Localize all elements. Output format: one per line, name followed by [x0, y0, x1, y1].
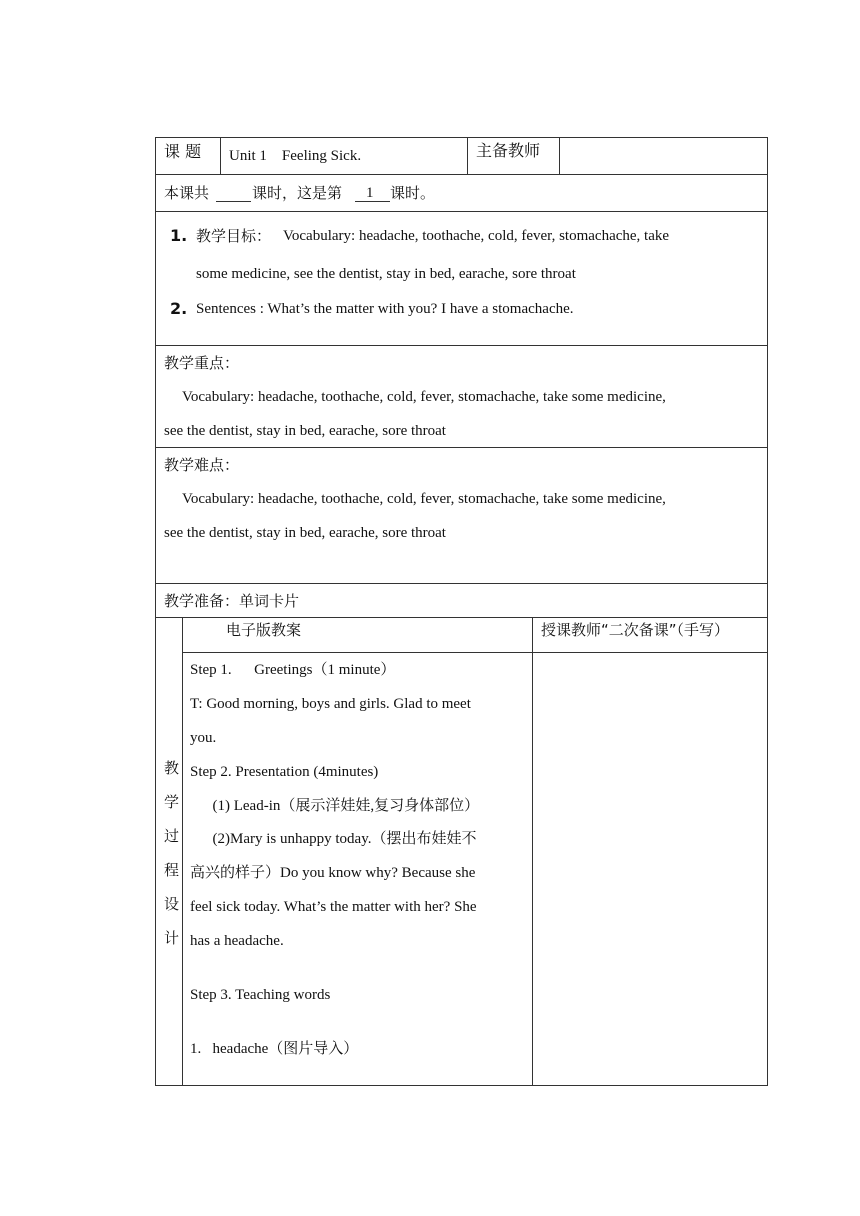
process-line: feel sick today. What’s the matter with her? She [190, 899, 477, 915]
process-line: Step 1. Greetings（1 minute） [190, 662, 396, 678]
row-divider [182, 652, 768, 653]
process-line: 1. headache（图片导入） [190, 1041, 359, 1057]
key-points-line1: Vocabulary: headache, toothache, cold, fever, stomachache, take some medicine, [182, 389, 666, 405]
process-line: Step 3. Teaching words [190, 987, 331, 1003]
process-side-label-char: 教 [164, 759, 180, 777]
process-line: T: Good morning, boys and girls. Glad to meet [190, 696, 471, 712]
topic-label: 课 题 [164, 142, 202, 161]
process-side-label-char: 程 [164, 861, 180, 879]
row-divider [155, 617, 768, 618]
process-line: 高兴的样子）Do you know why? Because she [190, 865, 476, 881]
second-prep-header: 授课教师“二次备课”（手写） [541, 621, 730, 639]
objective-1-line1: Vocabulary: headache, toothache, cold, fever, stomachache, take [283, 228, 670, 244]
electronic-plan-header: 电子版教案 [226, 621, 302, 639]
process-line: (2)Mary is unhappy today.（摆出布娃娃不 [190, 831, 477, 847]
preparation-text: 教学准备：单词卡片 [164, 592, 300, 610]
col-divider [532, 617, 533, 1086]
lesson-count-middle: 课时，这是第 [252, 184, 343, 202]
row-divider [155, 211, 768, 212]
objective-2-text: Sentences : What’s the matter with you? I have a stomachache. [196, 301, 574, 317]
process-line: Step 2. Presentation (4minutes) [190, 764, 379, 780]
process-line: you. [190, 730, 217, 746]
row-divider [155, 345, 768, 346]
difficult-points-line2: see the dentist, stay in bed, earache, sore throat [164, 525, 446, 541]
lesson-current: 1 [366, 185, 374, 201]
process-line: has a headache. [190, 933, 284, 949]
teacher-label: 主备教师 [476, 141, 541, 160]
objective-1-line2: some medicine, see the dentist, stay in bed, earache, sore throat [196, 266, 576, 282]
col-divider [467, 137, 468, 174]
row-divider [155, 447, 768, 448]
process-side-label-char: 设 [164, 895, 180, 913]
objective-1-label: 教学目标： [196, 227, 272, 245]
lesson-count-suffix: 课时。 [390, 184, 436, 202]
col-divider [220, 137, 221, 174]
lesson-count-prefix: 本课共 [164, 184, 210, 202]
objective-2-number: 2. [170, 299, 188, 318]
key-points-line2: see the dentist, stay in bed, earache, sore throat [164, 423, 446, 439]
objective-1-number: 1. [170, 226, 188, 245]
row-divider [155, 583, 768, 584]
process-side-label-char: 过 [164, 827, 180, 845]
difficult-points-label: 教学难点： [164, 456, 240, 474]
process-side-label-char: 计 [164, 929, 180, 947]
topic-value: Unit 1 Feeling Sick. [229, 148, 362, 164]
lesson-count-blank [216, 201, 251, 202]
row-divider [155, 174, 768, 175]
col-divider [559, 137, 560, 174]
process-line: (1) Lead-in（展示洋娃娃,复习身体部位） [190, 798, 480, 814]
col-divider [182, 617, 183, 1086]
process-side-label-char: 学 [164, 793, 180, 811]
difficult-points-line1: Vocabulary: headache, toothache, cold, fever, stomachache, take some medicine, [182, 491, 666, 507]
key-points-label: 教学重点： [164, 354, 240, 372]
